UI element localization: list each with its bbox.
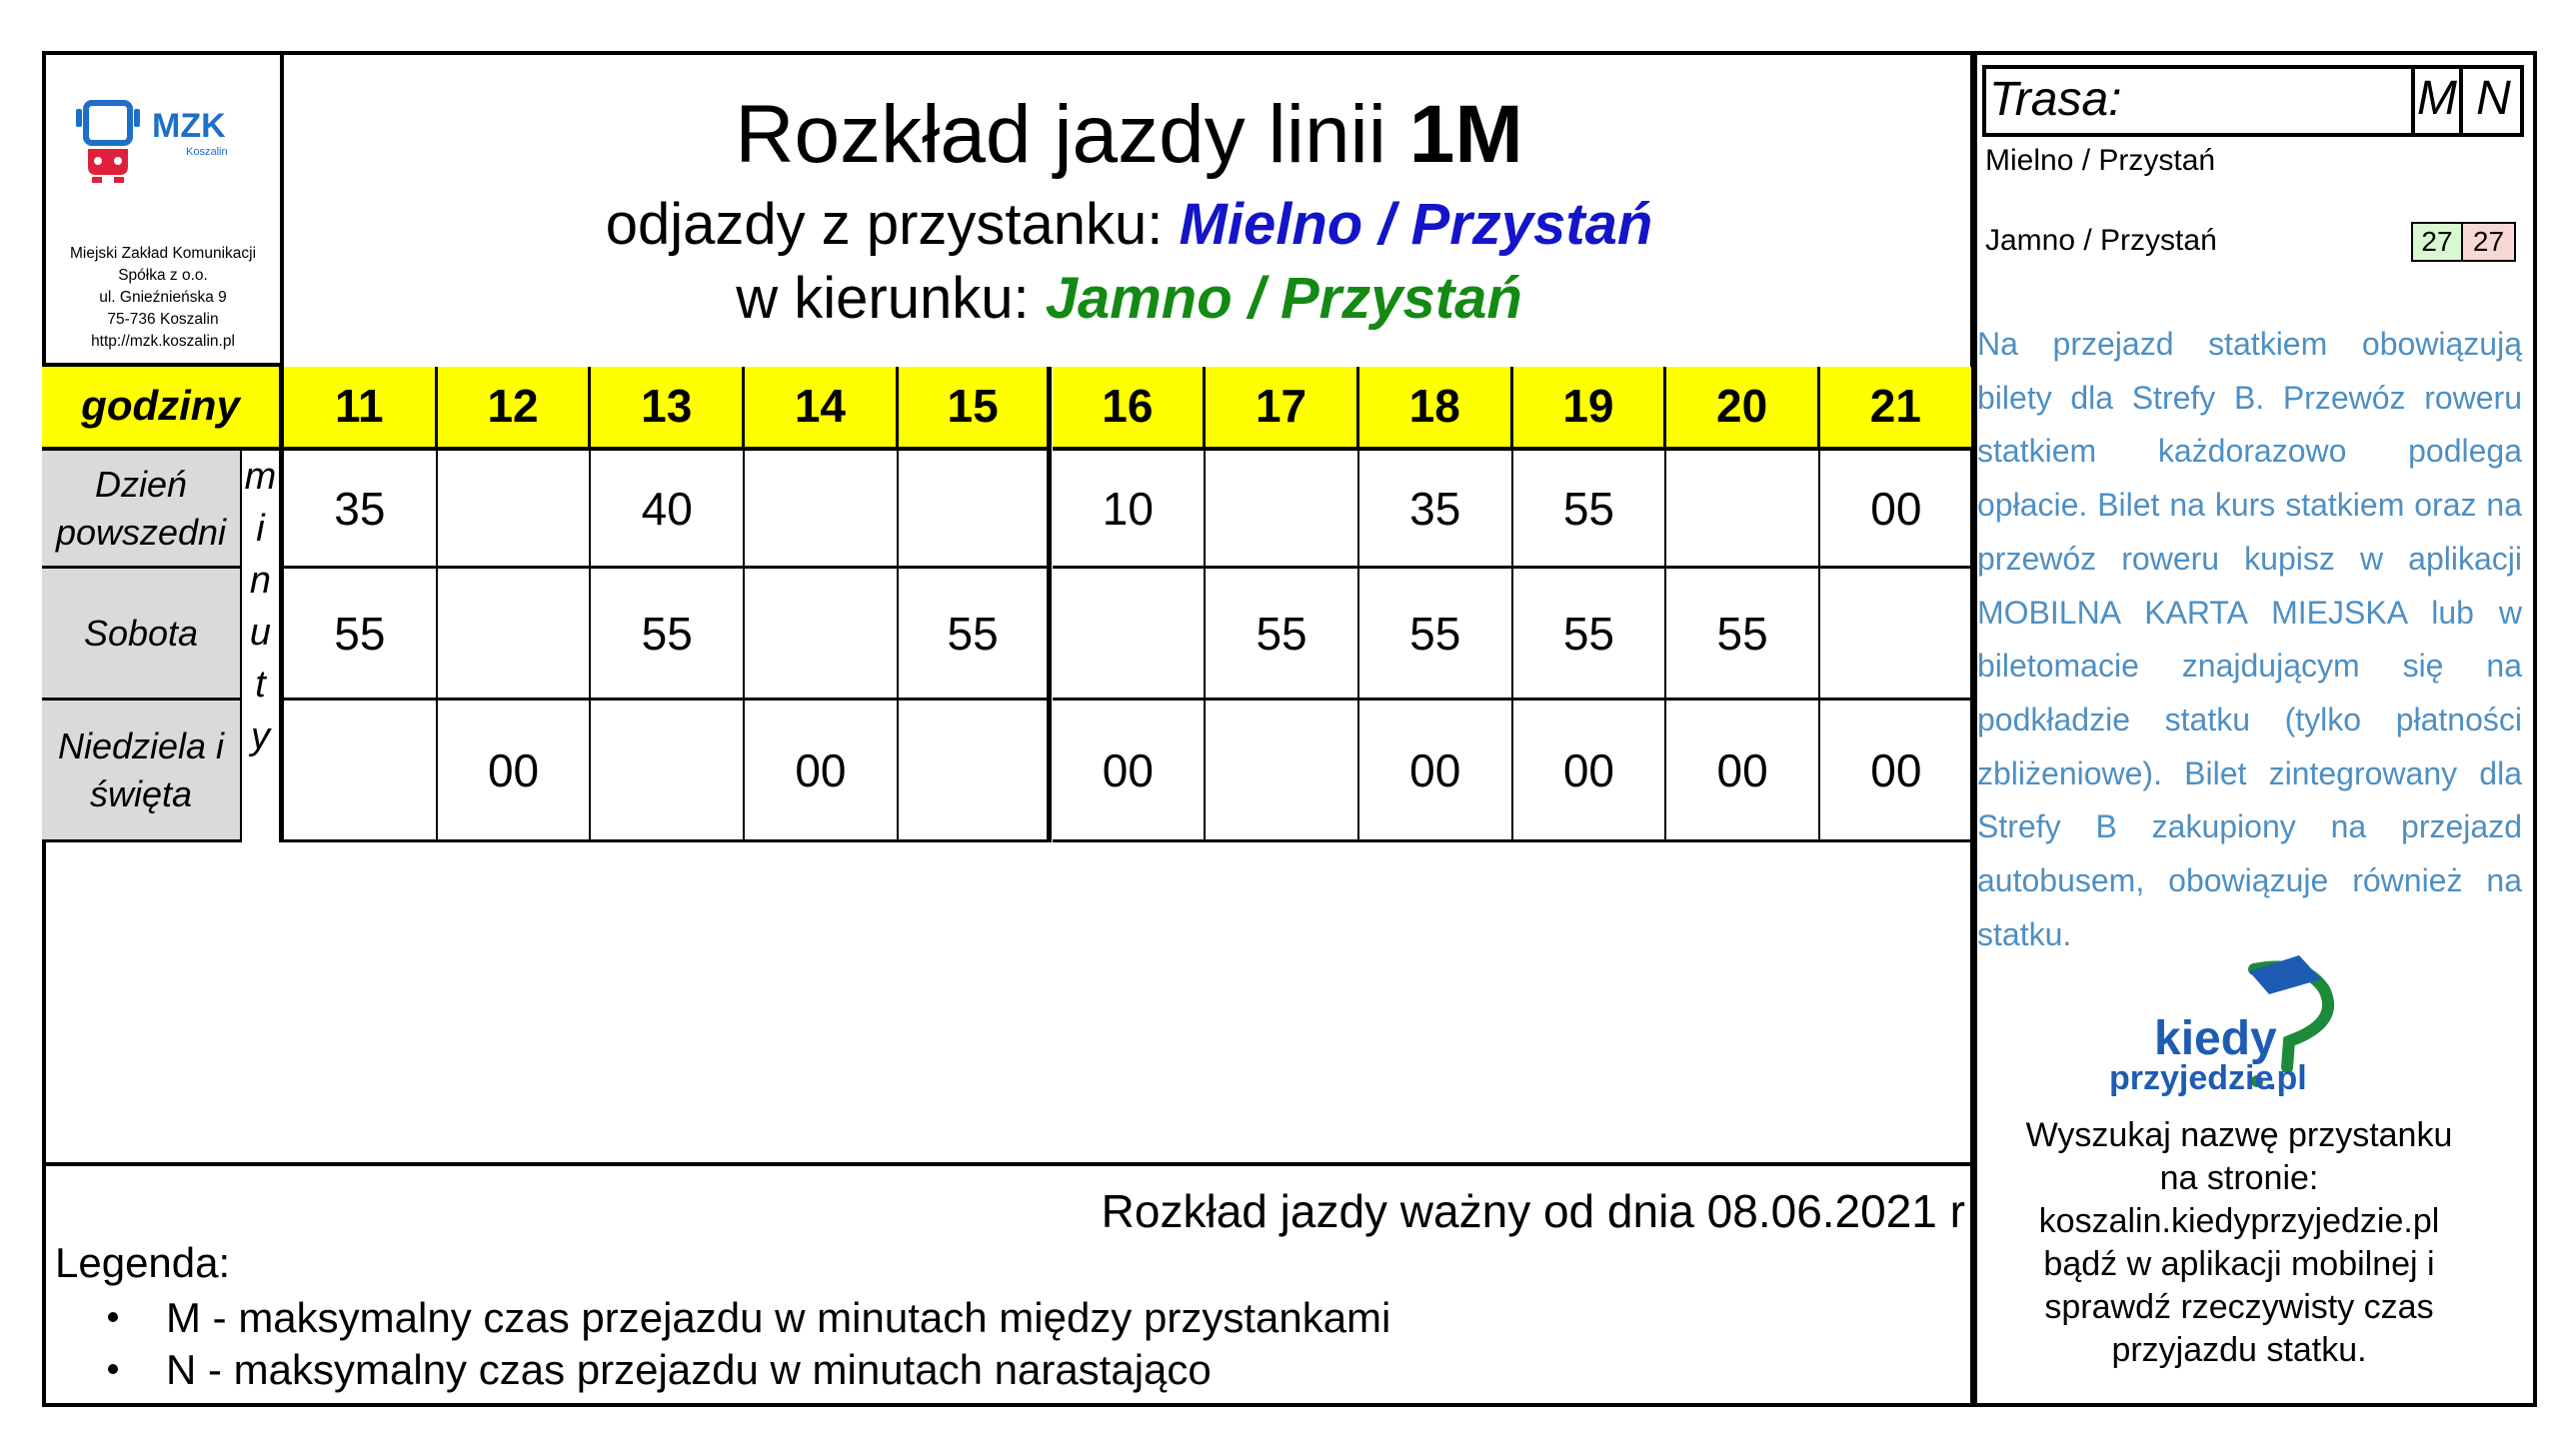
hour-cell: 19 [1513, 367, 1667, 451]
search-line: na stronie: [2159, 1159, 2319, 1197]
legend-text: - maksymalny czas przejazdu w minutach narastająco [196, 1346, 1212, 1393]
route-stop-n-value: 27 [2463, 222, 2516, 262]
hour-cell: 13 [591, 367, 745, 451]
ferry-ticket-info: Na przejazd statkiem obowiązują bilety dla Strefy B. Przewóz roweru statkiem każdorazowo podlega opłacie. Bilet na kurs statkiem oraz na przewóz roweru kupisz w aplikacji MOBILNA KARTA MIEJSKA lub w biletomacie znajdującym się na podkładzie statku (tylko płatności zbliżeniowe). Bilet zintegrowany dla Strefy B zakupiony na przejazd autobusem, obowiązuje również na statku. [1977, 326, 2522, 952]
hour-cell: 16 [1053, 367, 1207, 451]
day-label: Dzień powszedni [42, 451, 242, 569]
timetable-grid [42, 367, 1974, 842]
minute-cell [284, 701, 438, 842]
search-line: sprawdź rzeczywisty czas [2044, 1288, 2434, 1326]
minute-cell: 55 [1206, 569, 1359, 701]
minute-cell: 10 [1053, 451, 1207, 569]
minute-cell [1666, 451, 1820, 569]
minute-cell: 55 [591, 569, 745, 701]
minute-cell: 55 [1513, 569, 1667, 701]
to-stop: Jamno / Przystań [1045, 266, 1522, 331]
legend-item-n [108, 1346, 1212, 1394]
minute-cell: 35 [1359, 451, 1513, 569]
address-line: 75-736 Koszalin [107, 311, 219, 328]
address-line: Spółka z o.o. [118, 267, 208, 284]
minute-cell [591, 701, 745, 842]
hour-cell: 18 [1359, 367, 1513, 451]
hour-cell: 12 [438, 367, 592, 451]
minute-cell: 40 [591, 451, 745, 569]
valid-from: Rozkład jazdy ważny od dnia 08.06.2021 r [1101, 1185, 1965, 1237]
minute-cell: 00 [1053, 701, 1207, 842]
kiedy-word: kiedy [2154, 1012, 2277, 1065]
minutes-letter: y [251, 716, 270, 757]
minutes-letter: t [255, 664, 266, 706]
minutes-letter: i [256, 508, 265, 550]
route-col-n: N [2476, 72, 2511, 125]
minute-cell: 55 [284, 569, 438, 701]
minute-cell: 55 [1666, 569, 1820, 701]
minute-cell: 00 [1666, 701, 1820, 842]
departure-stop-line [284, 190, 1974, 260]
route-stop: Jamno / Przystań [1985, 224, 2217, 257]
footer-divider [42, 1162, 1974, 1166]
address-line: Miejski Zakład Komunikacji [69, 245, 257, 262]
hour-cell: 11 [284, 367, 438, 451]
page-title [284, 85, 1974, 185]
minutes-label [242, 451, 284, 842]
minute-cell: 00 [1359, 701, 1513, 842]
minute-cell [745, 569, 899, 701]
minute-cell: 55 [1359, 569, 1513, 701]
search-line: Wyszukaj nazwę przystanku [2025, 1116, 2453, 1154]
pl-word: .pl [2267, 1059, 2307, 1097]
direction-line [284, 264, 1974, 334]
route-col-m: M [2411, 65, 2463, 137]
minutes-letter: m [244, 456, 277, 498]
minute-cell [1053, 569, 1207, 701]
minutes-letter: u [249, 612, 272, 654]
hour-cell: 21 [1820, 367, 1974, 451]
legend-key: M [166, 1294, 201, 1341]
minute-cell: 55 [1513, 451, 1667, 569]
legend-text: - maksymalny czas przejazdu w minutach między przystankami [201, 1294, 1391, 1341]
minute-cell: 55 [899, 569, 1053, 701]
day-label: Niedziela i święta [42, 701, 242, 842]
logo-text: MZK [152, 107, 226, 145]
search-line: bądź w aplikacji mobilnej i [2043, 1245, 2435, 1283]
company-address [42, 243, 284, 353]
minutes-letter: n [249, 560, 272, 602]
minute-cell: 00 [1820, 701, 1974, 842]
address-line: ul. Gnieźnieńska 9 [99, 289, 227, 306]
minute-cell: 35 [284, 451, 438, 569]
address-line: http://mzk.koszalin.pl [91, 333, 235, 350]
legend-item-m [108, 1294, 1390, 1342]
line-number: 1M [1408, 89, 1523, 180]
przyjedzie-word: przyjedzie [2109, 1059, 2274, 1097]
search-line: koszalin.kiedyprzyjedzie.pl [2038, 1202, 2440, 1240]
title-prefix: Rozkład jazdy linii [735, 89, 1409, 180]
minute-cell: 00 [438, 701, 592, 842]
to-label: w kierunku: [736, 266, 1046, 331]
hour-cell: 20 [1666, 367, 1820, 451]
minute-cell [745, 451, 899, 569]
minute-cell [438, 569, 592, 701]
from-label: odjazdy z przystanku: [605, 192, 1180, 257]
mzk-logo [74, 97, 264, 187]
route-stop-m-value: 27 [2411, 222, 2463, 262]
minute-cell [899, 701, 1053, 842]
bullet-icon [108, 1364, 118, 1374]
hours-header: godziny [42, 367, 284, 451]
search-instructions [1989, 1114, 2489, 1372]
from-stop: Mielno / Przystań [1179, 192, 1653, 257]
minute-cell [1820, 569, 1974, 701]
logo-city: Koszalin [186, 146, 228, 158]
route-stop: Mielno / Przystań [1985, 144, 2216, 177]
day-label: Sobota [42, 569, 242, 701]
kiedy-przyjedzie-logo [2099, 949, 2359, 1099]
bullet-icon [108, 1312, 118, 1322]
company-logo-cell [42, 51, 284, 367]
minute-cell: 00 [1820, 451, 1974, 569]
legend-key: N [166, 1346, 197, 1393]
hour-cell: 14 [745, 367, 899, 451]
minute-cell: 00 [745, 701, 899, 842]
minute-cell [1206, 701, 1359, 842]
hour-cell: 17 [1206, 367, 1359, 451]
minute-cell: 00 [1513, 701, 1667, 842]
search-line: przyjazdu statku. [2111, 1331, 2367, 1369]
minute-cell [438, 451, 592, 569]
route-label: Trasa: [1989, 73, 2122, 126]
hour-cell: 15 [899, 367, 1053, 451]
legend-title: Legenda: [55, 1239, 231, 1286]
minute-cell [899, 451, 1053, 569]
minute-cell [1206, 451, 1359, 569]
